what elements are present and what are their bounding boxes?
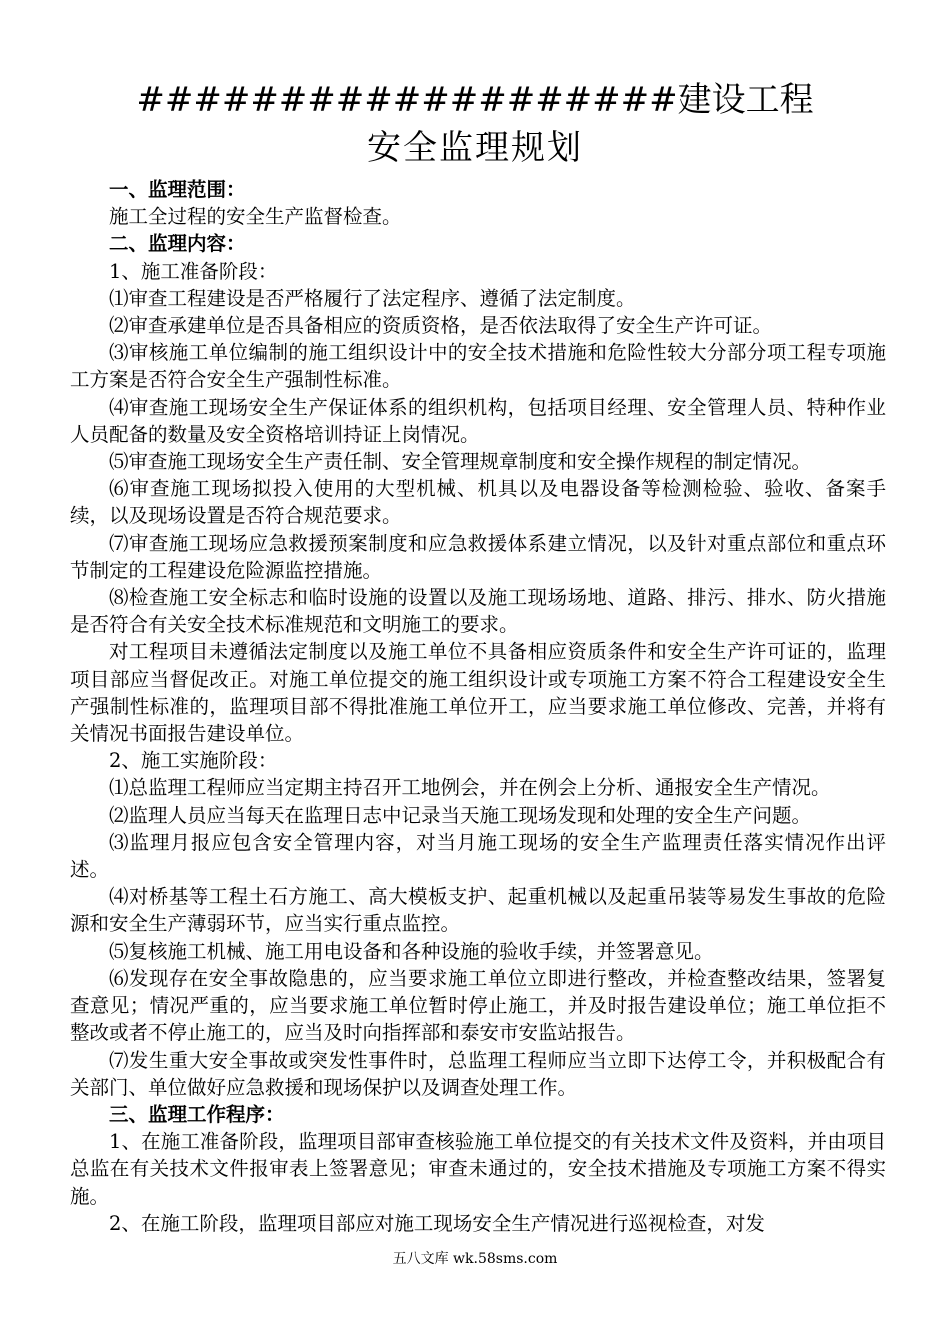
section-heading: 三、监理工作程序：: [109, 1102, 285, 1126]
section-heading: 一、监理范围：: [109, 178, 246, 201]
paragraph: ⑸审查施工现场安全生产责任制、安全管理规章制度和安全操作规程的制定情况。: [109, 450, 812, 474]
paragraph: ⑶监理月报应包含安全管理内容，对当月施工现场的安全生产监理责任落实情况作出评述。: [70, 830, 886, 882]
paragraph: ⑺审查施工现场应急救援预案制度和应急救援体系建立情况，以及针对重点部位和重点环节制定的工程建设危险源监控措施。: [70, 531, 886, 582]
paragraph: 1、在施工准备阶段，监理项目部审查核验施工单位提交的有关技术文件及资料，并由项目总监在有关技术文件报审表上签署意见；审查未通过的，安全技术措施及专项施工方案不得实施。: [70, 1130, 886, 1208]
paragraph: ⑴总监理工程师应当定期主持召开工地例会，并在例会上分析、通报安全生产情况。: [109, 776, 831, 800]
paragraph: 1、施工准备阶段：: [109, 259, 278, 283]
paragraph: ⑸复核施工机械、施工用电设备和各种设施的验收手续，并签署意见。: [109, 939, 714, 963]
paragraph: ⑷审查施工现场安全生产保证体系的组织机构，包括项目经理、安全管理人员、特种作业人员配备的数量及安全资格培训持证上岗情况。: [70, 395, 886, 446]
paragraph: ⑺发生重大安全事故或突发性事件时，总监理工程师应当立即下达停工令，并积极配合有关部门、单位做好应急救援和现场保护以及调查处理工作。: [70, 1048, 886, 1099]
paragraph: 对工程项目未遵循法定制度以及施工单位不具备相应资质条件和安全生产许可证的，监理项目部应当督促改正。对施工单位提交的施工组织设计或专项施工方案不符合工程建设安全生产强制性标准的，监理项目部不得批准施工单位开工，应当要求施工单位修改、完善，并将有关情况书面报告建设单位。: [70, 640, 886, 746]
section-heading: 二、监理内容：: [109, 232, 246, 256]
document-body: [70, 176, 886, 1237]
document-title-line1: ###################建设工程: [136, 80, 814, 120]
paragraph: ⑶审核施工单位编制的施工组织设计中的安全技术措施和危险性较大分部分项工程专项施工方案是否符合安全生产强制性标准。: [70, 341, 886, 392]
document-title-line2: 安全监理规划: [367, 128, 583, 168]
paragraph: 2、施工实施阶段：: [109, 749, 278, 773]
paragraph: ⑴审查工程建设是否严格履行了法定程序、遵循了法定制度。: [109, 286, 636, 310]
paragraph: ⑵监理人员应当每天在监理日志中记录当天施工现场发现和处理的安全生产问题。: [109, 803, 812, 827]
paragraph: ⑻检查施工安全标志和临时设施的设置以及施工现场场地、道路、排污、排水、防火措施是否符合有关安全技术标准规范和文明施工的要求。: [70, 586, 886, 637]
paragraph: ⑵审查承建单位是否具备相应的资质资格，是否依法取得了安全生产许可证。: [109, 314, 773, 338]
paragraph: 施工全过程的安全生产监督检查。: [109, 205, 402, 229]
paragraph: ⑷对桥基等工程土石方施工、高大模板支护、起重机械以及起重吊装等易发生事故的危险源和安全生产薄弱环节，应当实行重点监控。: [70, 885, 886, 936]
paragraph: ⑹审查施工现场拟投入使用的大型机械、机具以及电器设备等检测检验、验收、备案手续，以及现场设置是否符合规范要求。: [70, 477, 886, 528]
paragraph: ⑹发现存在安全事故隐患的，应当要求施工单位立即进行整改，并检查整改结果，签署复查意见；情况严重的，应当要求施工单位暂时停止施工，并及时报告建设单位；施工单位拒不整改或者不停止施工的，应当及时向指挥部和泰安市安监站报告。: [70, 966, 886, 1045]
footer-watermark: 五八文库 wk.58sms.com: [392, 1251, 558, 1267]
paragraph: 2、在施工阶段，监理项目部应对施工现场安全生产情况进行巡视检查，对发: [109, 1211, 765, 1235]
